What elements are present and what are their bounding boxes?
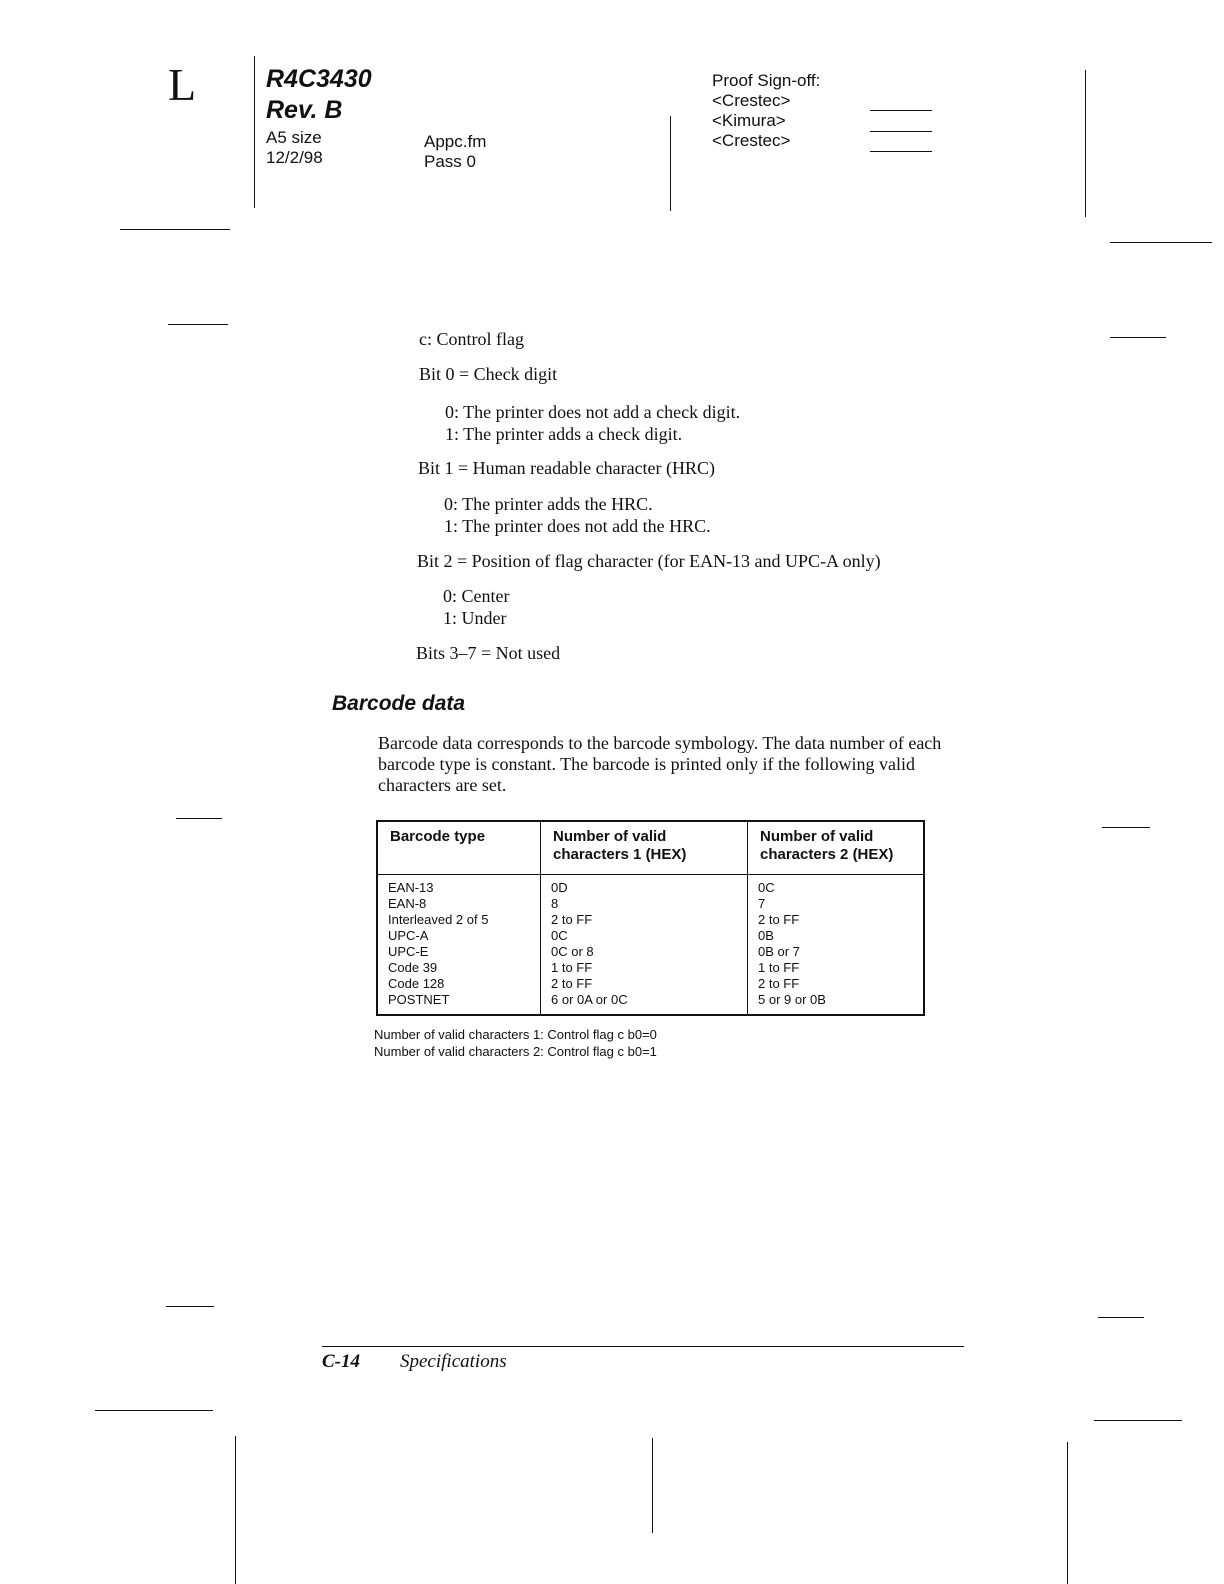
column-header: Barcode type [377,821,541,875]
table-note: Number of valid characters 2: Control flag c b0=1 [374,1044,657,1059]
bit2-title: Bit 2 = Position of flag character (for EAN-13 and UPC-A only) [417,551,881,571]
crop-mark [652,1438,653,1533]
crop-mark [1094,1420,1182,1421]
crop-mark [176,818,222,819]
filename: Appc.fm [424,132,487,151]
table-notes [374,1026,657,1060]
crop-mark [235,1436,236,1584]
column-header: Number of valid characters 2 (HEX) [748,821,925,875]
table-cell: Interleaved 2 of 5 [388,912,489,927]
barcode-data-heading: Barcode data [332,692,466,715]
table-cell: 2 to FF [758,912,800,927]
header-product-block [266,64,372,168]
signoff-line [870,131,932,132]
bits3-7-label: Bits 3–7 = Not used [416,643,561,663]
crop-mark [95,1410,213,1411]
table-cell: 0B or 7 [758,944,800,959]
table-cell: 1 to FF [758,960,800,975]
control-flag-title: c: Control flag [419,329,524,349]
table-cell: EAN-8 [388,896,427,911]
bit-option: 0: Center [443,586,510,606]
table-cell: 2 to FF [551,912,593,927]
table-header-row [377,821,924,875]
barcode-data-paragraph: Barcode data corresponds to the barcode symbology. The data number of each barcode type is constant. The barcode is printed only if the following valid characters are set. [378,733,942,795]
table-cell: UPC-E [388,944,429,959]
bit2-options [443,585,509,629]
proof-name: <Crestec> [712,131,791,150]
table-cell: 0C or 8 [551,944,594,959]
product-code: R4C3430 [266,65,372,93]
table-cell: 7 [758,896,766,911]
bit1-title: Bit 1 = Human readable character (HRC) [418,458,716,478]
pass-label: Pass 0 [424,152,476,171]
bit-option: 1: The printer adds a check digit. [445,424,683,444]
table-cell: 6 or 0A or 0C [551,992,628,1007]
right-margin-rule [1085,70,1086,217]
table-cell: UPC-A [388,928,429,943]
table-cell: Code 39 [388,960,438,975]
revision: Rev. B [266,96,343,124]
proof-title: Proof Sign-off: [712,71,821,90]
table-cell: EAN-13 [388,880,434,895]
barcode-table [376,820,925,1016]
doc-date: 12/2/98 [266,148,323,167]
table-note: Number of valid characters 1: Control flag c b0=0 [374,1027,657,1042]
crop-mark [1067,1442,1068,1584]
table-cell: 1 to FF [551,960,593,975]
crop-mark [168,324,228,325]
crop-mark [1102,827,1150,828]
proof-name: <Crestec> [712,91,791,110]
proof-signoff [712,71,820,151]
table-cell: 5 or 9 or 0B [758,992,826,1007]
signoff-line [870,151,932,152]
crop-mark [120,229,230,230]
page-number: C-14 [322,1351,360,1372]
bit-option: 1: The printer does not add the HRC. [444,516,711,536]
table-row [377,875,924,1016]
column-header: Number of valid characters 1 (HEX) [541,821,748,875]
table-cell: 0D [551,880,568,895]
crop-mark [1098,1317,1144,1318]
page-size: A5 size [266,128,322,147]
table-cell: 2 to FF [551,976,593,991]
bit-option: 0: The printer adds the HRC. [444,494,653,514]
table-cell: 2 to FF [758,976,800,991]
header-file-block [424,132,486,172]
crop-mark [166,1306,214,1307]
header-center-rule [670,116,671,211]
barcode-type-cell [377,875,541,1016]
signoff-line [870,110,932,111]
valid-chars-1-cell [541,875,748,1016]
bit-option: 1: Under [443,608,507,628]
table-cell: 0C [758,880,775,895]
table-cell: 0B [758,928,774,943]
footer-rule [322,1346,964,1347]
valid-chars-2-cell [748,875,925,1016]
bit0-options [445,401,740,445]
crop-mark [1110,242,1212,243]
footer-section-title: Specifications [400,1351,507,1372]
bit-option: 0: The printer does not add a check digit. [445,402,741,422]
crop-mark [1110,337,1166,338]
table-cell: Code 128 [388,976,445,991]
table-cell: 0C [551,928,568,943]
proof-name: <Kimura> [712,111,786,130]
corner-letter: L [168,59,197,110]
bit0-title: Bit 0 = Check digit [419,364,558,384]
header-left-rule [254,56,255,208]
bit1-options [444,493,711,537]
table-cell: 8 [551,896,559,911]
table-cell: POSTNET [388,992,450,1007]
